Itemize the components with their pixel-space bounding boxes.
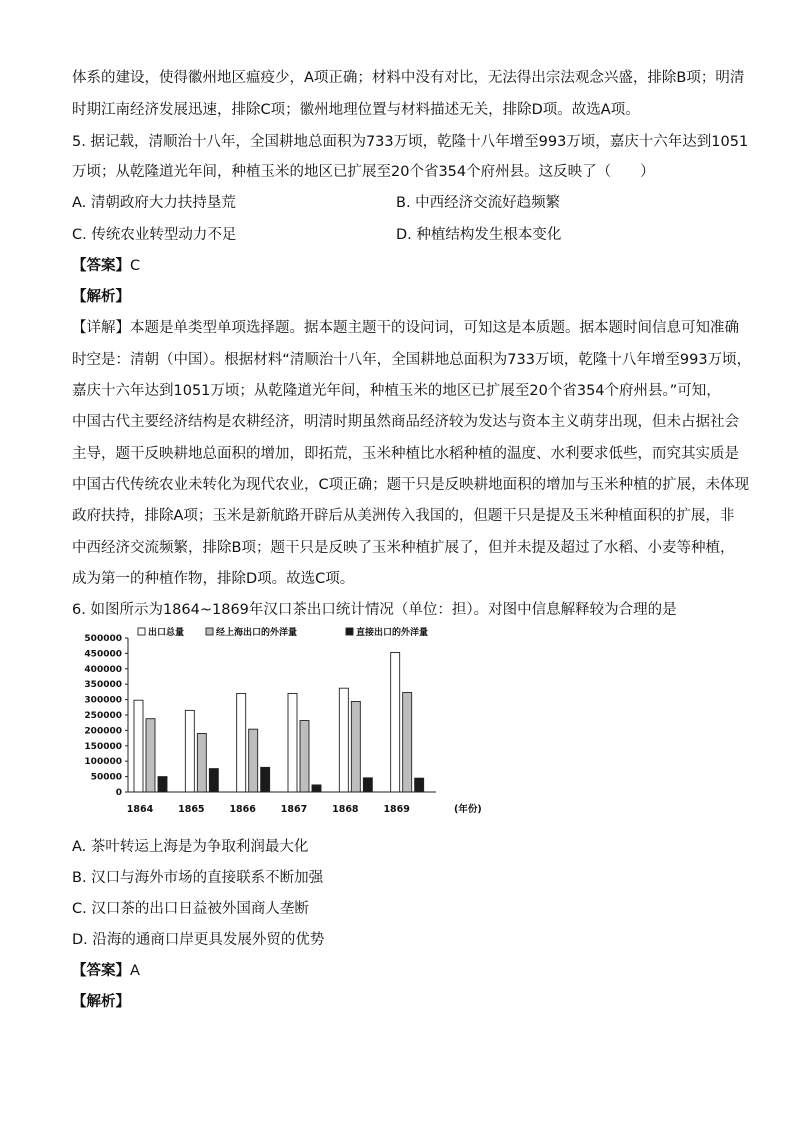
q6-analysis-label-text: 【解析】 <box>72 994 130 1010</box>
x-tick-label: 1864 <box>126 804 154 815</box>
bar-1867-series-3 <box>312 785 321 792</box>
chart-bars <box>134 652 424 792</box>
q5-analysis-label-text: 【解析】 <box>72 289 130 305</box>
y-tick-label: 100000 <box>84 757 122 768</box>
tea-export-bar-chart <box>76 624 506 824</box>
legend-swatch-1 <box>138 628 145 635</box>
q5-detail-line-9: 成为第一的种植作物，排除D项。故选C项。 <box>72 571 355 587</box>
q5-detail-line-3: 嘉庆十六年达到1051万顷；从乾隆道光年间，种植玉米的地区已扩展至20个省354个府州县。”可知， <box>72 383 721 399</box>
legend-label-3: 直接出口的外洋量 <box>356 628 429 638</box>
bar-1868-series-3 <box>363 778 372 792</box>
legend-swatch-2 <box>206 628 213 635</box>
q5-detail-line-7: 政府扶持，排除A项；玉米是新航路开辟后从美洲传入我国的，但题干只是提及玉米种植面积的扩展，非 <box>72 508 735 524</box>
q5-detail-line-4: 中国古代主要经济结构是农耕经济，明清时期虽然商品经济较为发达与资本主义萌芽出现，但未占据社会 <box>72 414 739 430</box>
y-tick-label: 0 <box>115 788 122 798</box>
x-tick-label: 1868 <box>332 804 359 815</box>
chart-x-axis <box>127 792 482 815</box>
bar-1869-series-1 <box>391 652 400 792</box>
q6-answer-label: 【答案】 <box>72 963 130 979</box>
q5-analysis-label <box>72 287 130 307</box>
q5-detail-line-1: 【详解】本题是单类型单项选择题。据本题主题干的设问词，可知这是本质题。据本题时间信息可知准确 <box>72 320 739 336</box>
y-tick-label: 200000 <box>84 726 122 737</box>
bar-1868-series-1 <box>339 688 348 792</box>
q6-option-b: B. 汉口与海外市场的直接联系不断加强 <box>72 870 324 886</box>
bar-1866-series-1 <box>237 693 246 792</box>
y-tick-label: 350000 <box>84 680 122 691</box>
legend-label-2: 经上海出口的外洋量 <box>216 628 298 638</box>
bar-1864-series-3 <box>158 777 167 792</box>
chart-y-axis <box>84 634 128 798</box>
q5-stem-line-2: 万顷；从乾隆道光年间，种植玉米的地区已扩展至20个省354个府州县。这反映了（ ） <box>72 164 655 180</box>
y-tick-label: 50000 <box>90 772 122 783</box>
x-tick-label: 1865 <box>178 804 205 815</box>
bar-1867-series-1 <box>288 693 297 792</box>
bar-1869-series-2 <box>403 693 412 792</box>
y-tick-label: 400000 <box>84 664 122 675</box>
q6-answer <box>72 961 140 981</box>
q5-answer <box>72 256 140 276</box>
q6-analysis-label <box>72 992 130 1012</box>
q5-detail-line-2: 时空是：清朝（中国）。根据材料“清顺治十八年，全国耕地总面积为733万顷，乾隆十八年增至993万顷， <box>72 352 752 368</box>
bar-1866-series-3 <box>261 767 270 792</box>
q6-option-a: A. 茶叶转运上海是为争取利润最大化 <box>72 839 309 855</box>
bar-1864-series-2 <box>146 719 155 792</box>
prev-analysis-line-2: 时期江南经济发展迅速，排除C项；徽州地理位置与材料描述无关，排除D项。故选A项。 <box>72 102 640 118</box>
q5-option-b: B. 中西经济交流好趋频繁 <box>396 195 561 211</box>
x-axis-label: (年份) <box>454 804 482 815</box>
q5-detail-line-8: 中西经济交流频繁，排除B项；题干只是反映了玉米种植扩展了，但并未提及超过了水稻、小麦等种植， <box>72 540 735 556</box>
x-tick-label: 1866 <box>229 804 256 815</box>
q5-option-d: D. 种植结构发生根本变化 <box>396 227 562 243</box>
y-tick-label: 150000 <box>84 741 122 752</box>
bar-1865-series-1 <box>185 710 194 792</box>
bar-1864-series-1 <box>134 700 143 792</box>
bar-1865-series-3 <box>209 769 218 792</box>
bar-1868-series-2 <box>351 701 360 792</box>
prev-analysis-line-1: 体系的建设，使得徽州地区瘟疫少，A项正确；材料中没有对比，无法得出宗法观念兴盛，排除B项；明清 <box>72 70 745 86</box>
y-tick-label: 300000 <box>84 695 122 706</box>
chart-legend <box>138 626 428 638</box>
y-tick-label: 450000 <box>84 649 122 660</box>
q5-stem-line-1: 5. 据记载，清顺治十八年，全国耕地总面积为733万顷，乾隆十八年增至993万顷，嘉庆十六年达到1051 <box>72 134 749 150</box>
legend-label-1: 出口总量 <box>148 628 185 638</box>
q5-answer-value: C <box>130 258 141 274</box>
q5-answer-label: 【答案】 <box>72 258 130 274</box>
legend-swatch-3 <box>346 628 353 635</box>
x-tick-label: 1869 <box>383 804 410 815</box>
q6-option-c: C. 汉口茶的出口日益被外国商人垄断 <box>72 901 309 917</box>
q5-detail-line-6: 中国古代传统农业未转化为现代农业，C项正确；题干只是反映耕地面积的增加与玉米种植的扩展，未体现 <box>72 477 750 493</box>
q5-option-a: A. 清朝政府大力扶持垦荒 <box>72 195 236 211</box>
q6-answer-value: A <box>130 963 140 979</box>
q5-option-c: C. 传统农业转型动力不足 <box>72 227 237 243</box>
bar-1867-series-2 <box>300 721 309 792</box>
x-tick-label: 1867 <box>280 804 308 815</box>
y-tick-label: 500000 <box>84 634 122 644</box>
q6-option-d: D. 沿海的通商口岸更具发展外贸的优势 <box>72 932 325 948</box>
bar-1869-series-3 <box>415 778 424 792</box>
bar-1865-series-2 <box>197 733 206 792</box>
y-tick-label: 250000 <box>84 711 122 721</box>
q6-stem: 6. 如图所示为1864~1869年汉口茶出口统计情况（单位：担）。对图中信息解释较为合理的是 <box>72 602 677 618</box>
bar-1866-series-2 <box>249 729 258 792</box>
q5-detail-line-5: 主导，题干反映耕地总面积的增加，即拓荒，玉米种植比水稻种植的温度、水利要求低些，而究其实质是 <box>72 446 739 462</box>
